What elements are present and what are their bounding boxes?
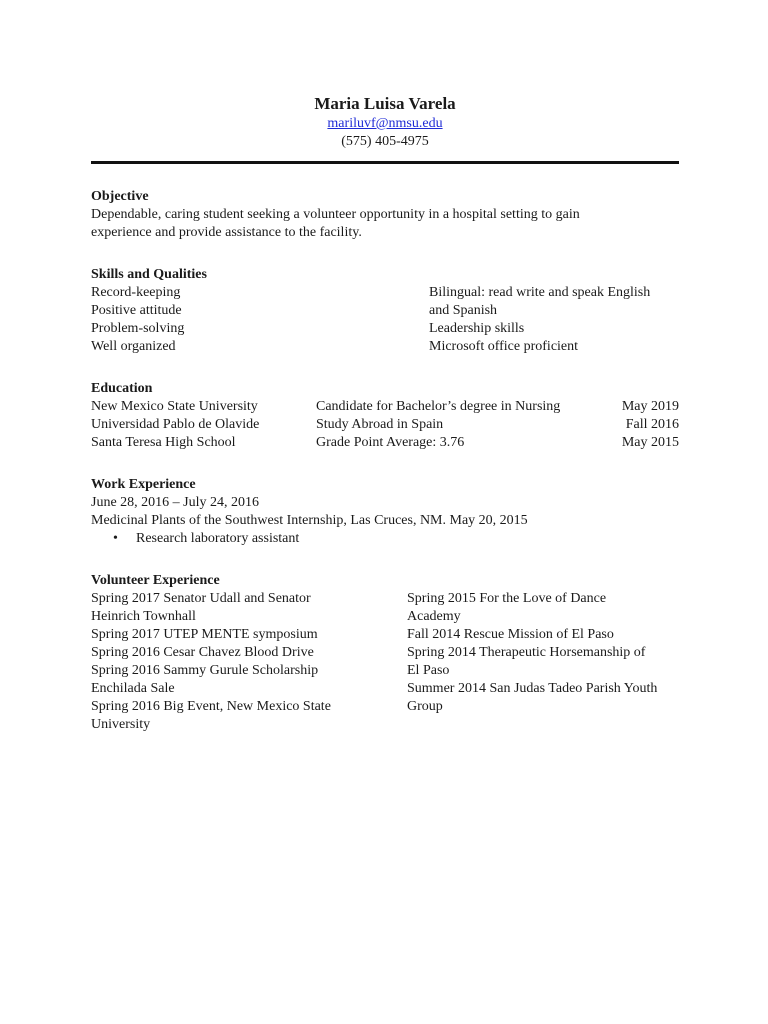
skills-section <box>91 266 679 356</box>
volunteer-item: Fall 2014 Rescue Mission of El Paso <box>407 627 614 642</box>
resume-page <box>91 93 679 734</box>
resume-header <box>91 93 679 151</box>
skill-item: Microsoft office proficient <box>429 339 579 354</box>
volunteer-columns <box>91 590 679 734</box>
section-title-volunteer: Volunteer Experience <box>91 573 220 588</box>
education-detail: Grade Point Average: 3.76 <box>316 435 465 450</box>
education-section <box>91 380 679 452</box>
volunteer-item: Group <box>407 699 443 714</box>
skill-item: Well organized <box>91 339 176 354</box>
work-position: Medicinal Plants of the Southwest Internship, Las Cruces, NM. May 20, 2015 <box>91 513 528 528</box>
education-date: Fall 2016 <box>625 417 679 432</box>
volunteer-section <box>91 572 679 734</box>
volunteer-item: Academy <box>407 609 461 624</box>
volunteer-item: Spring 2017 Senator Udall and Senator <box>91 591 311 606</box>
volunteer-item: Spring 2016 Big Event, New Mexico State <box>91 699 331 714</box>
school-name: Universidad Pablo de Olavide <box>91 417 260 432</box>
candidate-name: Maria Luisa Varela <box>314 94 456 113</box>
objective-line: experience and provide assistance to the facility. <box>91 225 362 240</box>
volunteer-item: El Paso <box>407 663 450 678</box>
education-row <box>91 398 679 416</box>
work-bullet <box>91 530 679 548</box>
volunteer-item: University <box>91 717 151 732</box>
phone-number: (575) 405-4975 <box>341 134 429 149</box>
education-detail: Candidate for Bachelor’s degree in Nursing <box>316 399 561 414</box>
skill-item: Bilingual: read write and speak English <box>429 285 651 300</box>
volunteer-item: Spring 2014 Therapeutic Horsemanship of <box>407 645 646 660</box>
work-bullet-text: Research laboratory assistant <box>136 531 300 546</box>
volunteer-item: Spring 2015 For the Love of Dance <box>407 591 607 606</box>
header-divider <box>91 161 679 164</box>
work-dates: June 28, 2016 – July 24, 2016 <box>91 495 259 510</box>
volunteer-right-column <box>407 590 679 734</box>
objective-line: Dependable, caring student seeking a volunteer opportunity in a hospital setting to gain <box>91 207 580 222</box>
volunteer-item: Heinrich Townhall <box>91 609 196 624</box>
skills-left-column <box>91 284 429 356</box>
skill-item: Record-keeping <box>91 285 181 300</box>
education-row <box>91 416 679 434</box>
skill-item: and Spanish <box>429 303 498 318</box>
skill-item: Problem-solving <box>91 321 185 336</box>
education-date: May 2019 <box>621 399 679 414</box>
skill-item: Positive attitude <box>91 303 182 318</box>
work-section <box>91 476 679 548</box>
volunteer-item: Spring 2016 Sammy Gurule Scholarship <box>91 663 319 678</box>
skill-item: Leadership skills <box>429 321 525 336</box>
volunteer-item: Spring 2016 Cesar Chavez Blood Drive <box>91 645 314 660</box>
school-name: Santa Teresa High School <box>91 435 236 450</box>
section-title-work: Work Experience <box>91 477 196 492</box>
volunteer-left-column <box>91 590 407 734</box>
education-row <box>91 434 679 452</box>
section-title-education: Education <box>91 381 153 396</box>
email-link[interactable]: mariluvf@nmsu.edu <box>327 116 443 131</box>
volunteer-item: Summer 2014 San Judas Tadeo Parish Youth <box>407 681 658 696</box>
school-name: New Mexico State University <box>91 399 258 414</box>
skills-right-column <box>429 284 679 356</box>
volunteer-item: Enchilada Sale <box>91 681 175 696</box>
education-detail: Study Abroad in Spain <box>316 417 444 432</box>
education-date: May 2015 <box>621 435 679 450</box>
skills-columns <box>91 284 679 356</box>
bullet-icon: • <box>113 531 118 546</box>
objective-section <box>91 188 679 242</box>
volunteer-item: Spring 2017 UTEP MENTE symposium <box>91 627 318 642</box>
section-title-skills: Skills and Qualities <box>91 267 207 282</box>
section-title-objective: Objective <box>91 189 149 204</box>
